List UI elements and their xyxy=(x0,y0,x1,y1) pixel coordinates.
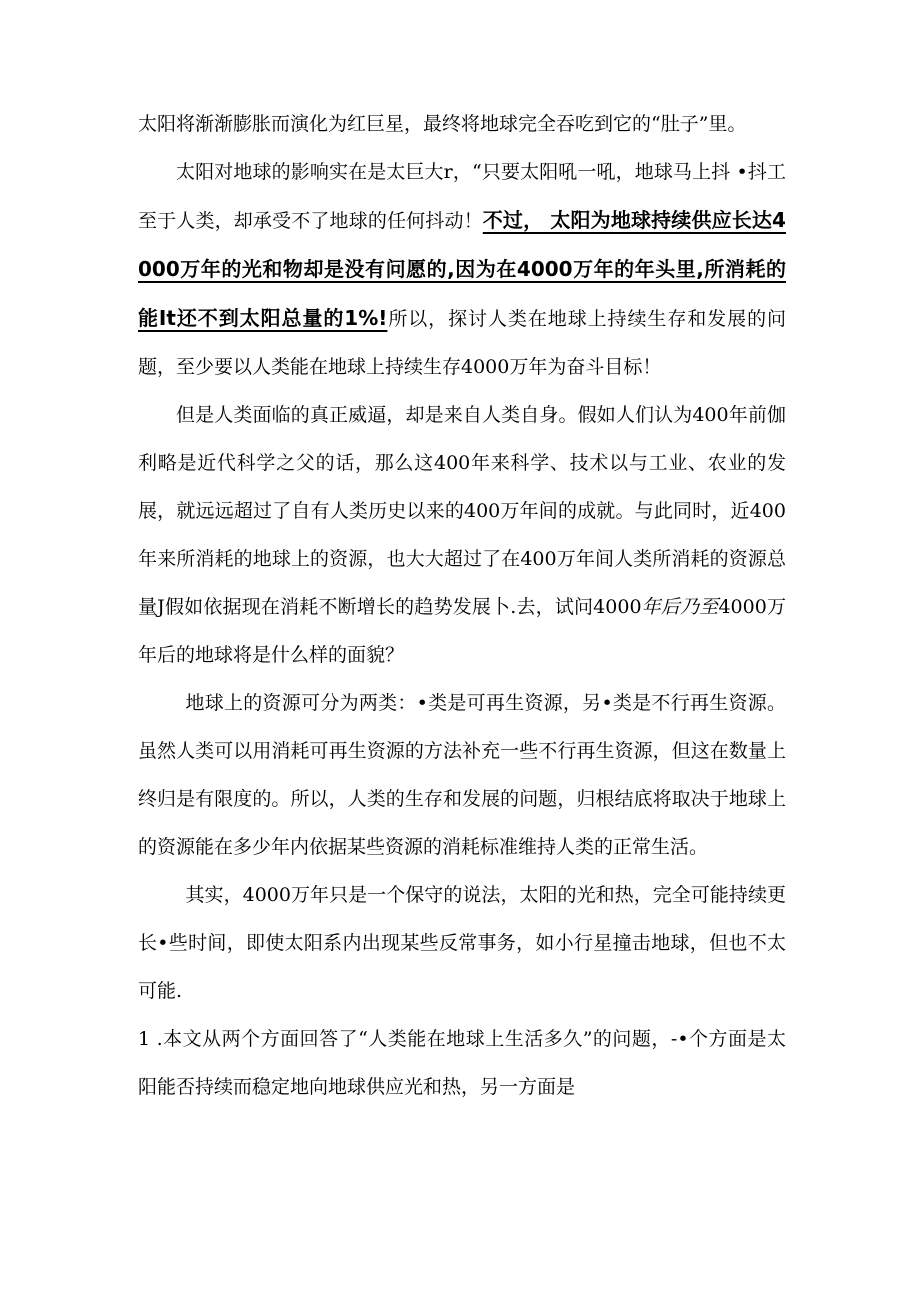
text-segment: 太阳对地球的影响实在是太巨大r，“只要太阳吼一吼，地球马上抖 •抖工至于人类，却承受不了地球的任何抖动！ xyxy=(138,161,786,232)
text-segment: 其实，4000万年只是一个保守的说法，太阳的光和热，完全可能持续更长•些时间，即使太阳系内出现某些反常事务，如小行星撞击地球，但也不太可能. xyxy=(138,884,786,1002)
text-segment: 地球上的资源可分为两类：•类是可再生资源，另•类是不行再生资源。虽然人类可以用消耗可再生资源的方法补充一些不行再生资源，但这在数量上终归是有限度的。所以，人类的生存和发展的问题，归根结底将取决于地球上的资源能在多少年内依据某些资源的消耗标准维持人类的正常生活。 xyxy=(138,692,786,858)
paragraph-3 xyxy=(138,391,786,679)
text-segment: 但是人类面临的真正威逼，却是来自人类自身。假如人们认为400年前伽利略是近代科学之父的话，那么这400年来科学、技术以与工业、农业的发展，就远远超过了自有人类历史以来的400万年间的成就。与此同时，近400年来所消耗的地球上的资源，也大大超过了在400万年间人类所消耗的资源总量J假如依据现在消耗不断增长的趋势发展卜.去，试问4000 xyxy=(138,404,786,618)
text-segment: 1 .本文从两个方面回答了“人类能在地球上生活多久”的问题，-•个方面是太阳能否持续而稳定地向地球供应光和热，另一方面是 xyxy=(138,1028,786,1098)
text-segment: 所以，探讨人类在地球上持续生存和发展的问题，至少要以人类能在地球上持续生存4000万年为奋斗目标！ xyxy=(138,308,786,378)
paragraph-5 xyxy=(138,871,786,1015)
paragraph-2 xyxy=(138,148,786,391)
paragraph-6-question xyxy=(138,1015,786,1111)
text-segment: 4000万年后的地球将是什么样的面貌？ xyxy=(138,596,786,666)
italic-text-segment: 年后乃至 xyxy=(641,596,719,618)
paragraph-1 xyxy=(138,100,786,148)
text-segment: 太阳将渐渐膨胀而演化为红巨星，最终将地球完全吞吃到它的“肚子”里。 xyxy=(138,113,747,135)
highlighted-text-segment: 不过， 太阳为地球持续供应长达4000万年的光和物却是没有问愿的,因为在4000万年的年头里,所消耗的能It还不到太阳总量的1%! xyxy=(138,208,786,330)
paragraph-4 xyxy=(138,679,786,871)
